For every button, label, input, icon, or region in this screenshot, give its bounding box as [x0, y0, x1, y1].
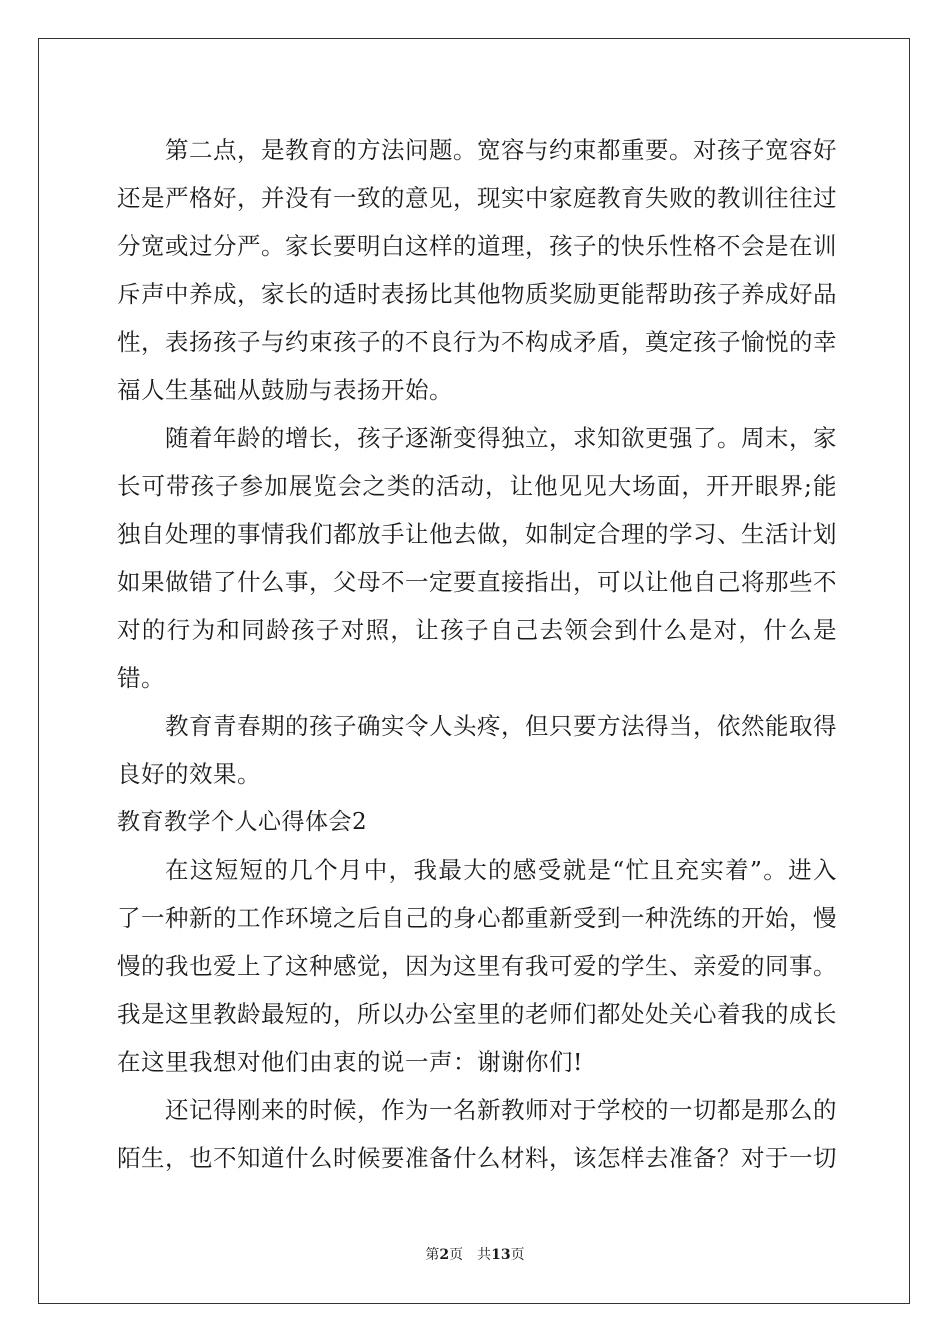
paragraph: 还记得刚来的时候，作为一名新教师对于学校的一切都是那么的陌生，也不知道什么时候要准备什么材料，该怎样去准备？对于一切 [117, 1096, 837, 1172]
footer-mid: 页 共 [449, 1247, 492, 1263]
page-footer [0, 1245, 950, 1265]
footer-suffix: 页 [510, 1247, 525, 1263]
total-pages-number: 13 [491, 1247, 511, 1263]
section-title: 教育教学个人心得体会2 [117, 809, 368, 835]
current-page-number: 2 [439, 1247, 450, 1263]
document-body [117, 126, 837, 1182]
paragraph: 随着年龄的增长，孩子逐渐变得独立，求知欲更强了。周末，家长可带孩子参加展览会之类的活动，让他见见大场面，开开眼界;能独自处理的事情我们都放手让他去做，如制定合理的学习、生活计划如果做错了什么事，父母不一定要直接指出，可以让他自己将那些不对的行为和同龄孩子对照，让孩子自己去领会到什么是对，什么是错。 [117, 424, 837, 692]
paragraph: 第二点，是教育的方法问题。宽容与约束都重要。对孩子宽容好还是严格好，并没有一致的意见，现实中家庭教育失败的教训往往过分宽或过分严。家长要明白这样的道理，孩子的快乐性格不会是在训斥声中养成，家长的适时表扬比其他物质奖励更能帮助孩子养成好品性，表扬孩子与约束孩子的不良行为不构成矛盾，奠定孩子愉悦的幸福人生基础从鼓励与表扬开始。 [117, 136, 837, 404]
paragraph: 在这短短的几个月中，我最大的感受就是“忙且充实着”。进入了一种新的工作环境之后自己的身心都重新受到一种洗练的开始，慢慢的我也爱上了这种感觉，因为这里有我可爱的学生、亲爱的同事。我是这里教龄最短的，所以办公室里的老师们都处处关心着我的成长在这里我想对他们由衷的说一声：谢谢你们! [117, 856, 837, 1076]
footer-prefix: 第 [425, 1247, 440, 1263]
paragraph: 教育青春期的孩子确实令人头疼，但只要方法得当，依然能取得良好的效果。 [117, 712, 837, 788]
